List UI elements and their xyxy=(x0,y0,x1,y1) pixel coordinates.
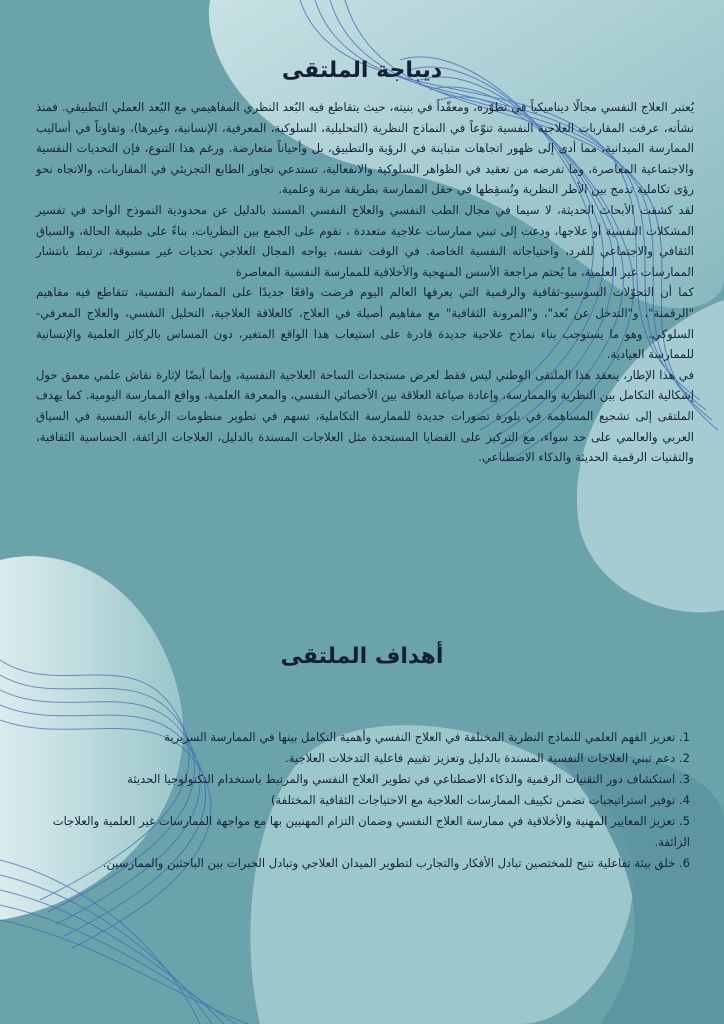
goal-item: 1. تعزيز الفهم العلمي للنماذج النظرية المختلفة في العلاج النفسي وأهمية التكامل بينها في الممارسة السريرية xyxy=(164,730,690,744)
goals-list xyxy=(48,727,690,874)
goals-title: أهداف الملتقى xyxy=(280,644,444,669)
goal-item: 6. خلق بيئة تفاعلية تتيح للمختصين تبادل الأفكار والتجارب لتطوير الميدان العلاجي وتبادل الخبرات بين الباحثين والممارسين. xyxy=(102,856,690,870)
intro-title: ديباجة الملتقى xyxy=(281,58,443,83)
intro-paragraph: في هذا الإطار، ينعقد هذا الملتقى الوطني ليس فقط لعرض مستجدات الساحة العلاجية النفسية، وإنما أيضًا لإثارة نقاش علمي معمق حول إشكالية التكامل بين النظرية والممارسة، وإعادة صياغة العلاقة بين الأخصائي النفسي، والمعرفة العلمية، وواقع الممارسة اليومية. كما يهدف الملتقى إلى تشجيع المساهمة في بلورة تصورات جديدة للممارسة التكاملية، تسهم في تطوير منظومات الرعاية النفسية في السياق العربي والعالمي على حد سواء، مع التركيز على القضايا المستجدة مثل العلاجات المسندة بالدليل، العلاجات الزائفة، الحساسية الثقافية، والتقنيات الرقمية الحديثة والذكاء الاصطناعي. xyxy=(35,367,694,465)
goal-item: 2. دعم تبني العلاجات النفسية المسندة بالدليل وتعزيز تقييم فاعلية التدخلات العلاجية. xyxy=(285,751,690,765)
goal-item: 4. توفير استراتيجيات تضمن تكييف الممارسات العلاجية مع الاحتياجات الثقافية المختلفة) xyxy=(270,793,690,807)
intro-paragraph: يُعتبر العلاج النفسي مجالًا ديناميكياً في تطوّره، ومعقّداً في بنيته، حيث يتقاطع فيه البُعد النظري المفاهيمي مع البُعد العملي التطبيقي. فمنذ نشأته، عرفت المقاربات العلاجية النفسية تنوّعاً في النماذج النظرية (التحليلية، السلوكية، المعرفية، الإنسانية، وغيرها)، وتفاوتاً في أساليب الممارسة الميدانية، مما أدى إلى ظهور اتجاهات متباينة في الرؤية والتطبيق، بل وأحياناً متعارضة. ورغم هذا التنوع، فإن التحديات النفسية والاجتماعية المعاصرة، وما تفرضه من تعقيد في الظواهر السلوكية والانفعالية، تستدعي تجاوز الطابع التجزيئي في المقاربات، والاتجاه نحو رؤى تكاملية تدمج بين الأطر النظرية وتُسقِطها في حقل الممارسة بطريقة مرنة وعلمية. xyxy=(36,100,694,197)
intro-text xyxy=(36,97,694,468)
intro-paragraph: كما أن التحوّلات السوسيو-ثقافية والرقمية التي يعرفها العالم اليوم فرضت واقعًا جديدًا على الممارسة النفسية، تتقاطع فيه مفاهيم "الرقمنة"، و"التدخل عن بُعد"، و"المرونة الثقافية" مع مفاهيم أصيلة في العلاج، كالعلاقة العلاجية، التحليل النفسي، والعلاج المعرفي-السلوكي. وهو ما يستوجب بناء نماذج علاجية جديدة قادرة على استيعاب هذا الواقع المتغير، دون المساس بالركائز العلمية والإنسانية للممارسة العيادية. xyxy=(36,285,694,362)
intro-paragraph: لقد كشفت الأبحاث الحديثة، لا سيما في مجال الطب النفسي والعلاج النفسي المسند بالدليل عن محدودية النموذج الواحد في تفسير المشكلات النفسية أو علاجها، ودعت إلى تبني ممارسات علاجية متعددة ، تقوم على الجمع بين النظريات، بناءً على طبيعة الحالة، والسياق الثقافي والاجتماعي للفرد، واحتياجاته النفسية الخاصة. في الوقت نفسه، يواجه المجال العلاجي تحديات غير مسبوقة، ترتبط بانتشار الممارسات غير العلمية، ما يُحتم مراجعة الأسس المنهجية والأخلاقية للممارسة النفسية المعاصرة xyxy=(36,202,694,279)
goal-item: 5. تعزيز المعايير المهنية والأخلاقية في ممارسة العلاج النفسي وضمان التزام المهنيين بها مع مواجهة الممارسات غير العلمية والعلاجات الزائفة. xyxy=(52,814,690,849)
goal-item: 3. استكشاف دور التقنيات الرقمية والذكاء الاصطناعي في تطوير العلاج النفسي والمرتبط باستخدام التكنولوجيا الحديثة xyxy=(127,772,690,786)
